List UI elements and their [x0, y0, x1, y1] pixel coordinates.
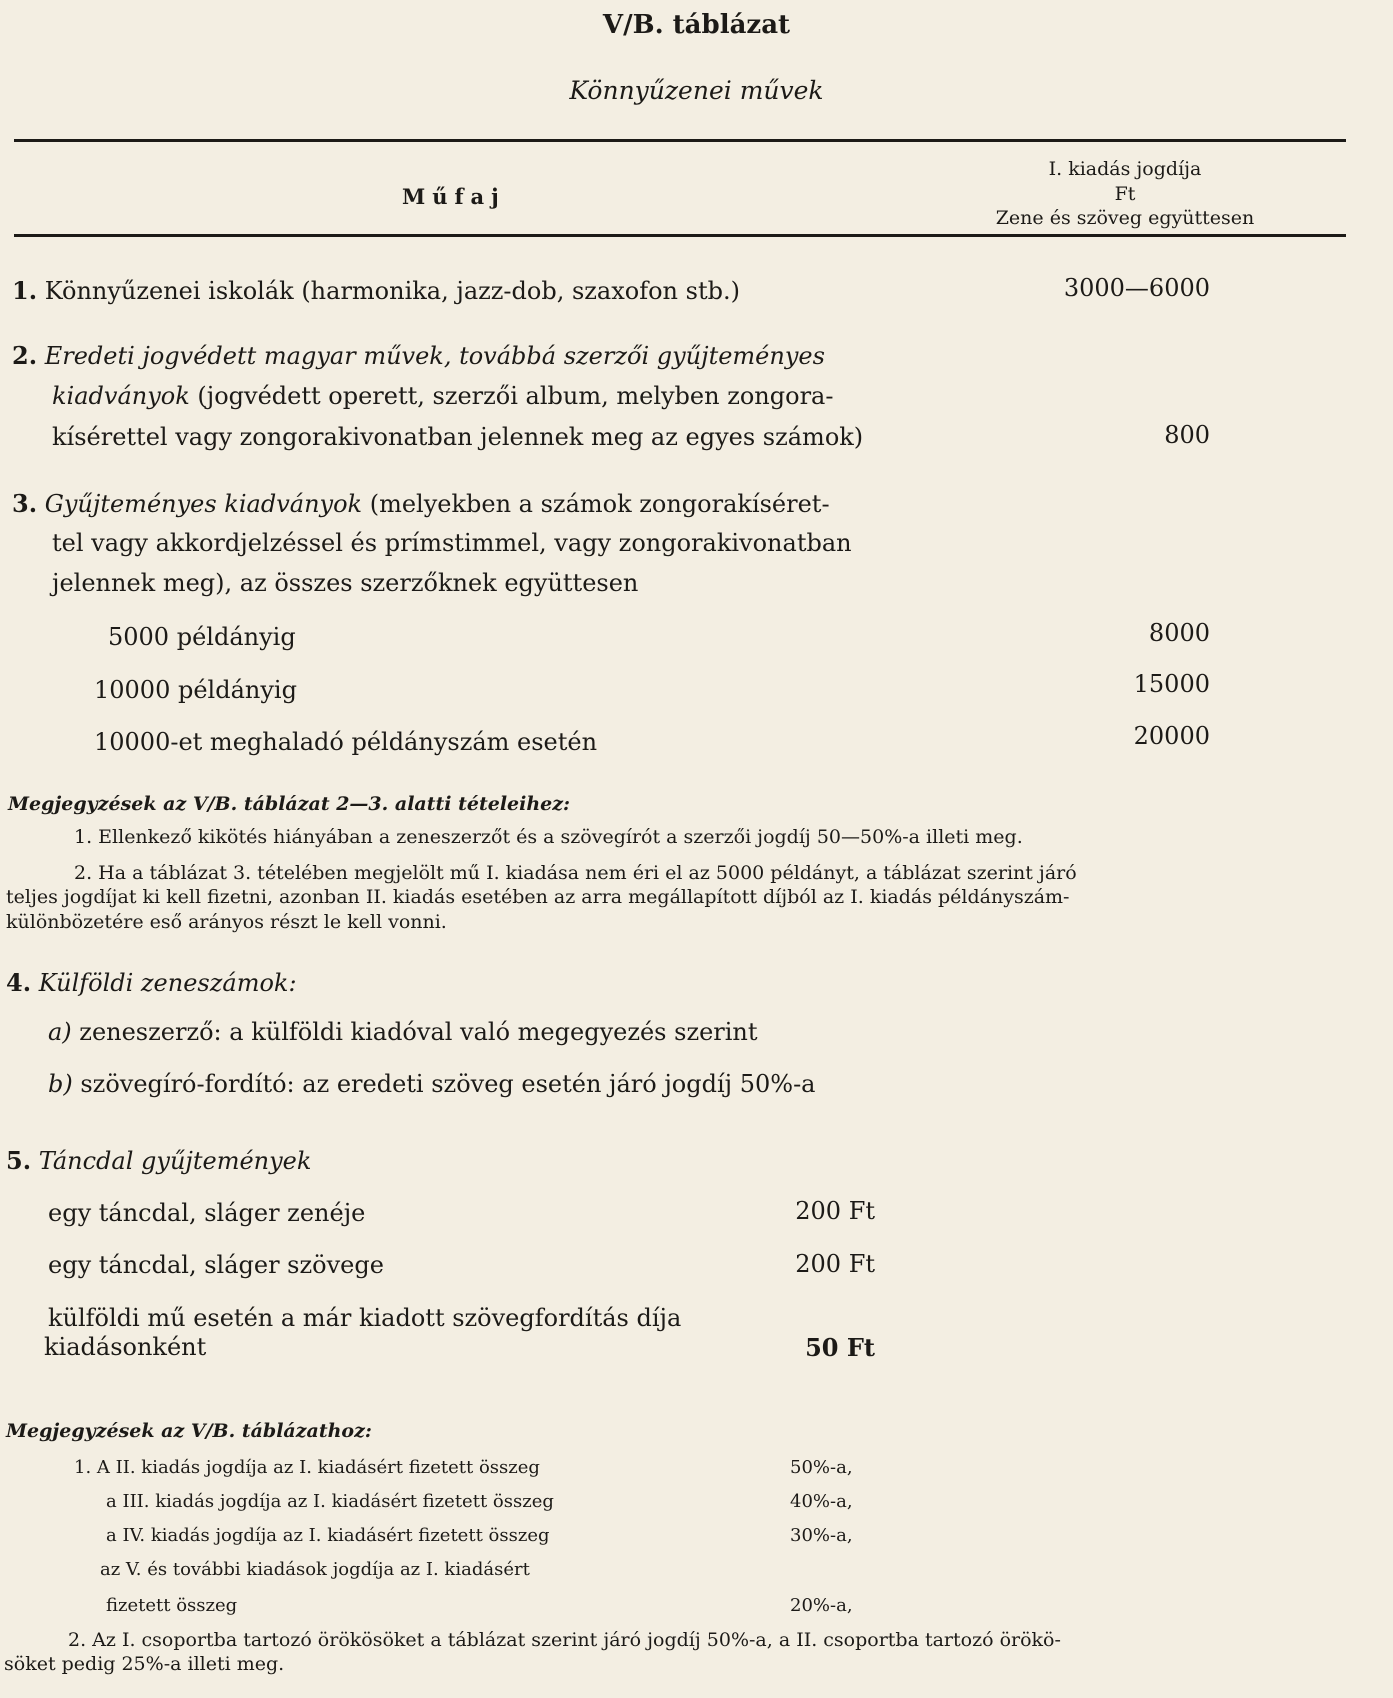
notes-2-row-2-value: 40%-a, — [790, 1491, 853, 1512]
item-4-b — [48, 1070, 815, 1098]
page-subtitle: Könnyűzenei művek — [569, 76, 824, 105]
item-2-title-cont: kiadványok — [52, 382, 190, 410]
item-5-title: Táncdal gyűjtemények — [38, 1147, 312, 1175]
item-3-desc: (melyekben a számok zongorakíséret- — [362, 490, 830, 518]
item-1-value: 3000—6000 — [1063, 274, 1210, 302]
item-1 — [12, 276, 740, 305]
notes-2-row-2: a III. kiadás jogdíja az I. kiadásért fizetett összeg — [106, 1491, 554, 1512]
notes-2-row-3: a IV. kiadás jogdíja az I. kiadásért fizetett összeg — [106, 1525, 550, 1546]
item-4-b-label: b) — [48, 1070, 73, 1098]
column-header-royalty-line1: I. kiadás jogdíja — [1048, 158, 1202, 180]
item-3-line1 — [12, 489, 830, 518]
notes-2-row-4-value: 20%-a, — [790, 1595, 853, 1616]
item-4-b-text: szövegíró-fordító: az eredeti szöveg esetén járó jogdíj 50%-a — [72, 1070, 816, 1098]
item-3-sub3-value: 20000 — [1133, 722, 1210, 750]
notes-2-row-1-value: 50%-a, — [790, 1457, 853, 1478]
item-5-row-3-line2: kiadásonként — [44, 1333, 207, 1361]
item-3-title: Gyűjteményes kiadványok — [44, 490, 363, 518]
item-2-line3: kísérettel vagy zongorakivonatban jelennek meg az egyes számok) — [52, 423, 864, 451]
item-4-a-label: a) — [48, 1018, 72, 1046]
item-4-number: 4. — [6, 968, 32, 997]
header-top-rule — [14, 139, 1346, 142]
notes-2-row-1: 1. A II. kiadás jogdíja az I. kiadásért fizetett összeg — [74, 1457, 540, 1478]
notes-2-item-2-line1: 2. Az I. csoportba tartozó örökösöket a táblázat szerint járó jogdíj 50%-a, a II. csoportba tartozó örökö- — [68, 1629, 1061, 1651]
notes-1-item-2-line3: különbözetére eső arányos részt le kell vonni. — [6, 911, 447, 933]
item-1-text: Könnyűzenei iskolák (harmonika, jazz-dob, szaxofon stb.) — [44, 277, 740, 305]
item-4-heading — [6, 968, 297, 997]
notes-2-row-3-value: 30%-a, — [790, 1525, 853, 1546]
item-5-row-1: egy táncdal, sláger zenéje — [48, 1199, 366, 1227]
item-3-line3: jelennek meg), az összes szerzőknek együttesen — [52, 569, 639, 597]
notes-1-item-2-line1: 2. Ha a táblázat 3. tételében megjelölt mű I. kiadása nem éri el az 5000 példányt, a táblázat szerint járó — [74, 862, 1077, 884]
column-header-royalty-line3: Zene és szöveg együttesen — [995, 207, 1255, 229]
notes-1-heading: Megjegyzések az V/B. táblázat 2—3. alatti tételeihez: — [8, 793, 571, 815]
item-4-title: Külföldi zeneszámok: — [38, 969, 297, 997]
item-5-heading — [6, 1146, 311, 1175]
notes-2-item-2-line2: söket pedig 25%-a illeti meg. — [4, 1653, 285, 1675]
item-2-line2 — [52, 382, 833, 410]
notes-2-heading: Megjegyzések az V/B. táblázathoz: — [6, 1420, 372, 1442]
notes-1-item-1: 1. Ellenkező kikötés hiányában a zeneszerzőt és a szövegírót a szerzői jogdíj 50—50%-a illeti meg. — [74, 826, 1023, 848]
column-header-royalty-line2: Ft — [1114, 183, 1136, 205]
item-3-number: 3. — [12, 489, 38, 518]
item-2-value: 800 — [1164, 421, 1210, 449]
header-bottom-rule — [14, 234, 1346, 237]
notes-2-row-4-line2: fizetett összeg — [106, 1595, 238, 1616]
item-5-row-3-value: 50 Ft — [805, 1333, 875, 1362]
notes-1-item-2-line2: teljes jogdíjat ki kell fizetni, azonban II. kiadás esetében az arra megállapított díjból az I. kiadás példányszám- — [6, 886, 1070, 908]
item-3-sub1: 5000 példányig — [108, 623, 296, 651]
item-3-sub2: 10000 példányig — [94, 676, 297, 704]
item-4-a — [48, 1018, 758, 1046]
page-title: V/B. táblázat — [602, 10, 791, 40]
item-2-title: Eredeti jogvédett magyar művek, továbbá szerzői gyűjteményes — [44, 342, 825, 370]
item-5-row-1-value: 200 Ft — [795, 1197, 875, 1225]
item-2-number: 2. — [12, 341, 38, 370]
item-4-a-text: zeneszerző: a külföldi kiadóval való megegyezés szerint — [71, 1018, 758, 1046]
item-5-row-2: egy táncdal, sláger szövege — [48, 1251, 384, 1279]
item-1-number: 1. — [12, 276, 38, 305]
item-3-sub3: 10000-et meghaladó példányszám esetén — [94, 728, 598, 756]
item-3-sub2-value: 15000 — [1133, 670, 1210, 698]
item-2-desc: (jogvédett operett, szerzői album, melyben zongora- — [189, 382, 834, 410]
item-2-line1 — [12, 341, 825, 370]
item-5-number: 5. — [6, 1146, 32, 1175]
item-5-row-2-value: 200 Ft — [795, 1250, 875, 1278]
item-5-row-3-line1: külföldi mű esetén a már kiadott szövegfordítás díja — [48, 1304, 682, 1332]
item-3-sub1-value: 8000 — [1148, 619, 1210, 647]
item-3-line2: tel vagy akkordjelzéssel és prímstimmel, vagy zongorakivonatban — [52, 529, 852, 557]
notes-2-row-4-line1: az V. és további kiadások jogdíja az I. kiadásért — [100, 1559, 530, 1580]
column-header-genre: Műfaj — [402, 184, 506, 209]
